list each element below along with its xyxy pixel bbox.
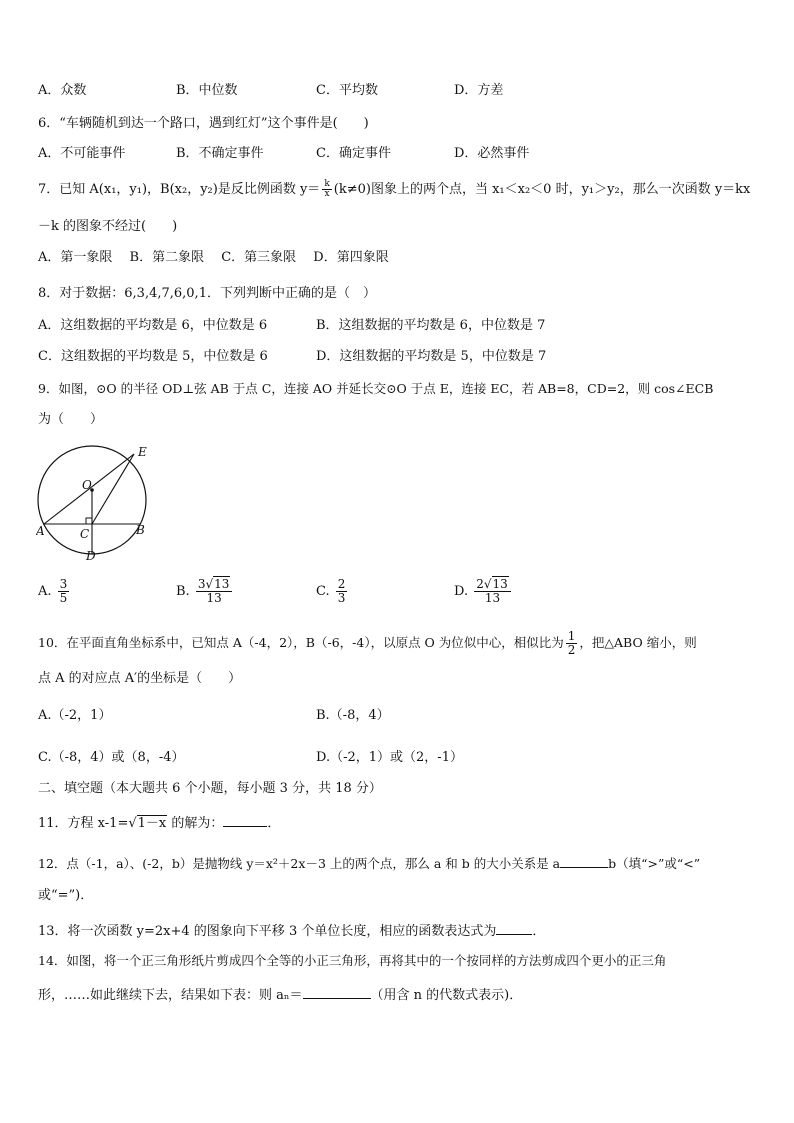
q7-stem-part1: 7．已知 A(x₁，y₁)，B(x₂，y₂)是反比例函数 y＝ [38,182,321,197]
q9-a-den: 5 [59,591,68,605]
q9-option-a-fraction [58,578,70,605]
q9-option-c-fraction [336,578,348,605]
q10-option-a: A.（-2，1） [38,708,112,723]
q14-line2-part2: （用含 n 的代数式表示)． [370,988,523,1003]
q10-stem-part1: 10．在平面直角坐标系中，已知点 A（-4，2），B（-6，-4），以原点 O 为位似中心，相似比为 [38,635,564,650]
q6-option-a: A．不可能事件 [38,146,126,161]
label-c: C [80,527,90,541]
q11-part2: 的解为： [171,816,224,831]
q12-part1: 12．点（-1，a）、(-2，b）是抛物线 y＝x²＋2x－3 上的两个点，那么 a 和 b 的大小关系是 a [38,856,561,871]
q6-stem: 6．“车辆随机到达一个路口，遇到红灯”这个事件是( ) [38,116,369,131]
q7-stem-part2: (k≠0)图象上的两个点，当 x₁＜x₂＜0 时，y₁＞y₂，那么一次函数 y＝kx [333,182,751,197]
q9-c-den: 3 [337,591,346,605]
q10-stem [38,627,697,659]
label-e: E [138,445,147,459]
q10-option-c: C.（-8，4）或（8，-4） [38,750,185,765]
right-angle-mark [86,518,92,524]
q10-option-b: B.（-8，4） [316,708,390,723]
q10-fraction [566,630,578,657]
line-ec [92,454,134,524]
q13-part1: 13．将一次函数 y=2x+4 的图象向下平移 3 个单位长度，相应的函数表达式为 [38,924,497,939]
q9-option-d [454,572,513,612]
q7-stem [38,180,750,199]
q7-frac-den: x [324,189,330,199]
q12-line2: 或“=”)． [38,888,94,903]
q10-stem-part2: ，把△ABO 缩小，则 [579,635,697,650]
q8-stem: 8．对于数据：6,3,4,7,6,0,1．下列判断中正确的是（ ） [38,286,376,301]
q8-option-d: D．这组数据的平均数是 5，中位数是 7 [316,349,547,364]
q11-stem: 11．方程 x-1=√1－x 的解为： ． [38,812,280,833]
q6-option-d: D．必然事件 [454,146,530,161]
q11-answer-blank [223,812,267,827]
q9-option-b [176,572,234,612]
q8-option-c: C．这组数据的平均数是 5，中位数是 6 [38,349,268,364]
q12-part2: b（填“>”或“<” [608,856,701,871]
q7-frac-num: k [324,179,330,189]
q14-line2-part1: 形，……如此继续下去，结果如下表：则 aₙ＝ [38,988,303,1003]
q9-b-den: 13 [206,591,222,605]
q13-answer-blank [496,920,532,935]
q14-line1: 14．如图，将一个正三角形纸片剪成四个全等的小正三角形，再将其中的一个按同样的方法剪成四个更小的正三角 [38,953,667,968]
q10-option-d: D.（-2，1）或（2，-1） [316,750,463,765]
q14-line2 [38,984,522,1005]
q9-d-radicand: 13 [492,577,508,591]
q9-option-b-label: B. [176,584,190,599]
q8-option-a: A．这组数据的平均数是 6，中位数是 6 [38,318,268,333]
q13-stem [38,920,545,941]
q9-option-d-fraction [474,578,511,605]
q9-a-num: 3 [59,577,68,591]
label-o: O [82,478,92,492]
q9-option-a-label: A. [38,584,52,599]
q9-b-coef: 3 [197,577,206,591]
section-2-heading: 二、填空题（本大题共 6 个小题，每小题 3 分，共 18 分） [38,781,382,796]
q9-circle-figure [36,442,156,564]
q9-d-num: 2√13 [474,578,511,592]
q9-stem-line2: 为（ ） [38,412,104,427]
q9-c-num: 2 [337,577,346,591]
q12-stem [38,853,700,873]
q9-option-d-label: D. [454,584,469,599]
q11-radicand: 1－x [137,816,167,831]
q9-option-b-fraction [196,578,233,605]
q10-frac-den: 2 [567,643,576,657]
q5-option-c: C．平均数 [316,83,378,98]
q6-option-c: C．确定事件 [316,146,391,161]
q9-option-c [316,572,349,612]
q8-option-b: B．这组数据的平均数是 6，中位数是 7 [316,318,546,333]
q11-part3: ． [267,816,281,831]
label-a: A [36,524,45,538]
q9-d-coef: 2 [476,577,484,591]
label-d: D [86,549,96,563]
q6-option-b: B．不确定事件 [176,146,264,161]
q10-frac-num: 1 [567,629,576,643]
q9-b-num: 3√13 [196,578,233,592]
q5-option-b: B．中位数 [176,83,238,98]
q7-options: A．第一象限 B．第二象限 C．第三象限 D．第四象限 [38,250,389,265]
q9-b-radicand: 13 [214,577,230,591]
q5-option-a: A．众数 [38,83,87,98]
q12-answer-blank [560,853,608,868]
q14-answer-blank [303,984,371,999]
q5-option-d: D．方差 [454,83,504,98]
q9-stem: 9．如图，⊙O 的半径 OD⊥弦 AB 于点 C，连接 AO 并延长交⊙O 于点 E，连接 EC，若 AB=8，CD=2，则 cos∠ECB [38,381,714,396]
label-b: B [136,523,145,537]
q9-d-den: 13 [484,591,501,605]
q9-option-c-label: C. [316,584,330,599]
q11-part1: 11．方程 x-1= [38,816,129,831]
q7-stem-line2: －k 的图象不经过( ) [38,219,178,234]
q7-fraction [322,180,331,199]
q10-stem-line2: 点 A 的对应点 A′的坐标是（ ） [38,671,242,686]
q9-option-a [38,572,71,612]
q13-part2: ． [532,924,546,939]
